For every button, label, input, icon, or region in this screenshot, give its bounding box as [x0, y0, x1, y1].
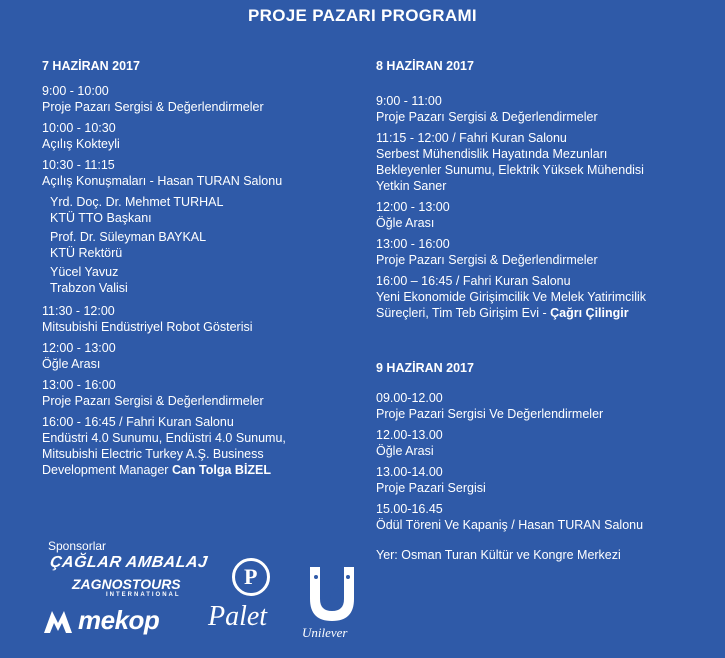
description: Öğle Arası: [376, 216, 435, 230]
time: 11:30 - 12:00: [42, 304, 115, 318]
palet-logo: Palet: [208, 601, 268, 632]
speaker-name: Yrd. Doç. Dr. Mehmet TURHAL: [50, 195, 224, 209]
time: 11:15 - 12:00 / Fahri Kuran Salonu: [376, 131, 567, 145]
time: 13:00 - 16:00: [42, 378, 116, 392]
day2-column: [376, 58, 716, 563]
schedule-item: [42, 340, 342, 372]
speaker: [50, 194, 342, 226]
description-line-3: [42, 462, 342, 478]
schedule-item: [376, 130, 716, 194]
time: 12:00 - 13:00: [42, 341, 116, 355]
day2-heading: 8 HAZİRAN 2017: [376, 59, 474, 73]
page-title: PROJE PAZARI PROGRAMI: [248, 6, 477, 25]
description-line-2: Bekleyenler Sunumu, Elektrik Yüksek Mühendisi: [376, 163, 644, 177]
day1-column: [42, 58, 342, 483]
time: 15.00-16.45: [376, 502, 443, 516]
description: Proje Pazarı Sergisi & Değerlendirmeler: [376, 110, 598, 124]
description-line-2: [376, 305, 716, 321]
zagnos-tours-logo: ZAGNOSTOURS: [72, 576, 181, 592]
schedule-item: [376, 427, 716, 459]
description: Endüstri 4.0 Sunumu, Endüstri 4.0 Sunumu,: [42, 431, 286, 445]
time: 12.00-13.00: [376, 428, 443, 442]
schedule-item: [376, 501, 716, 533]
sponsors-block: [48, 539, 388, 657]
speaker-role: KTÜ TTO Başkanı: [50, 211, 152, 225]
schedule-item: [42, 414, 342, 478]
description-text: Süreçleri, Tim Teb Girişim Evi -: [376, 306, 547, 320]
speaker-name: Yücel Yavuz: [50, 265, 119, 279]
time: 10:30 - 11:15: [42, 158, 115, 172]
unilever-logo: Unilever: [302, 625, 348, 640]
time: 16:00 - 16:45 / Fahri Kuran Salonu: [42, 415, 234, 429]
description: Öğle Arasi: [376, 444, 434, 458]
schedule-item: [376, 93, 716, 125]
time: 12:00 - 13:00: [376, 200, 450, 214]
palet-emblem-letter: P: [244, 564, 258, 589]
description: Proje Pazari Sergisi: [376, 481, 486, 495]
time: 13:00 - 16:00: [376, 237, 450, 251]
speaker-role: Trabzon Valisi: [50, 281, 128, 295]
speaker: [50, 264, 342, 296]
schedule-item: [376, 199, 716, 231]
time: 10:00 - 10:30: [42, 121, 116, 135]
time: 13.00-14.00: [376, 465, 443, 479]
venue: Yer: Osman Turan Kültür ve Kongre Merkezi: [376, 548, 621, 562]
description: Mitsubishi Endüstriyel Robot Gösterisi: [42, 320, 253, 334]
description: Öğle Arası: [42, 357, 101, 371]
presenter-name: Yetkin Saner: [376, 179, 447, 193]
description: Açılış Kokteyli: [42, 137, 120, 151]
schedule-item: [42, 157, 342, 189]
description: Ödül Töreni Ve Kapaniş / Hasan TURAN Salonu: [376, 518, 644, 532]
mekop-logo: mekop: [78, 605, 160, 635]
speaker: [50, 229, 342, 261]
schedule-item: [376, 390, 716, 422]
speaker-name: Prof. Dr. Süleyman BAYKAL: [50, 230, 207, 244]
schedule-item: [42, 303, 342, 335]
description: Açılış Konuşmaları - Hasan TURAN Salonu: [42, 174, 283, 188]
sponsors-label: Sponsorlar: [48, 539, 107, 553]
description: Proje Pazari Sergisi Ve Değerlendirmeler: [376, 407, 604, 421]
schedule-item: [42, 377, 342, 409]
schedule-item: [42, 120, 342, 152]
description-line-2: Mitsubishi Electric Turkey A.Ş. Business: [42, 447, 264, 461]
description: Proje Pazarı Sergisi & Değerlendirmeler: [42, 394, 264, 408]
speaker-role: KTÜ Rektörü: [50, 246, 123, 260]
time: 09.00-12.00: [376, 391, 443, 405]
schedule-item: [376, 236, 716, 268]
description: Yeni Ekonomide Girişimcilik Ve Melek Yatirimcilik: [376, 290, 646, 304]
zagnos-tours-subtitle: INTERNATIONAL: [106, 592, 181, 598]
mekop-mark-icon: [42, 609, 76, 635]
description: Serbest Mühendislik Hayatında Mezunları: [376, 147, 608, 161]
schedule-item: [42, 83, 342, 115]
time: 9:00 - 10:00: [42, 84, 109, 98]
schedule-item: [376, 273, 716, 321]
day3-heading: 9 HAZİRAN 2017: [376, 361, 474, 375]
time: 9:00 - 11:00: [376, 94, 442, 108]
day1-heading: 7 HAZİRAN 2017: [42, 59, 140, 73]
time: 16:00 – 16:45 / Fahri Kuran Salonu: [376, 274, 571, 288]
caglar-ambalaj-logo: ÇAĞLAR AMBALAJ: [48, 554, 209, 571]
description: Proje Pazarı Sergisi & Değerlendirmeler: [42, 100, 264, 114]
unilever-u-icon: [306, 563, 358, 623]
palet-emblem-icon: [232, 558, 270, 596]
presenter-name: Can Tolga BİZEL: [171, 463, 272, 477]
schedule-item: [376, 464, 716, 496]
description: Proje Pazarı Sergisi & Değerlendirmeler: [376, 253, 598, 267]
job-title: Development Manager: [42, 463, 169, 477]
presenter-name: Çağrı Çilingir: [550, 306, 629, 320]
